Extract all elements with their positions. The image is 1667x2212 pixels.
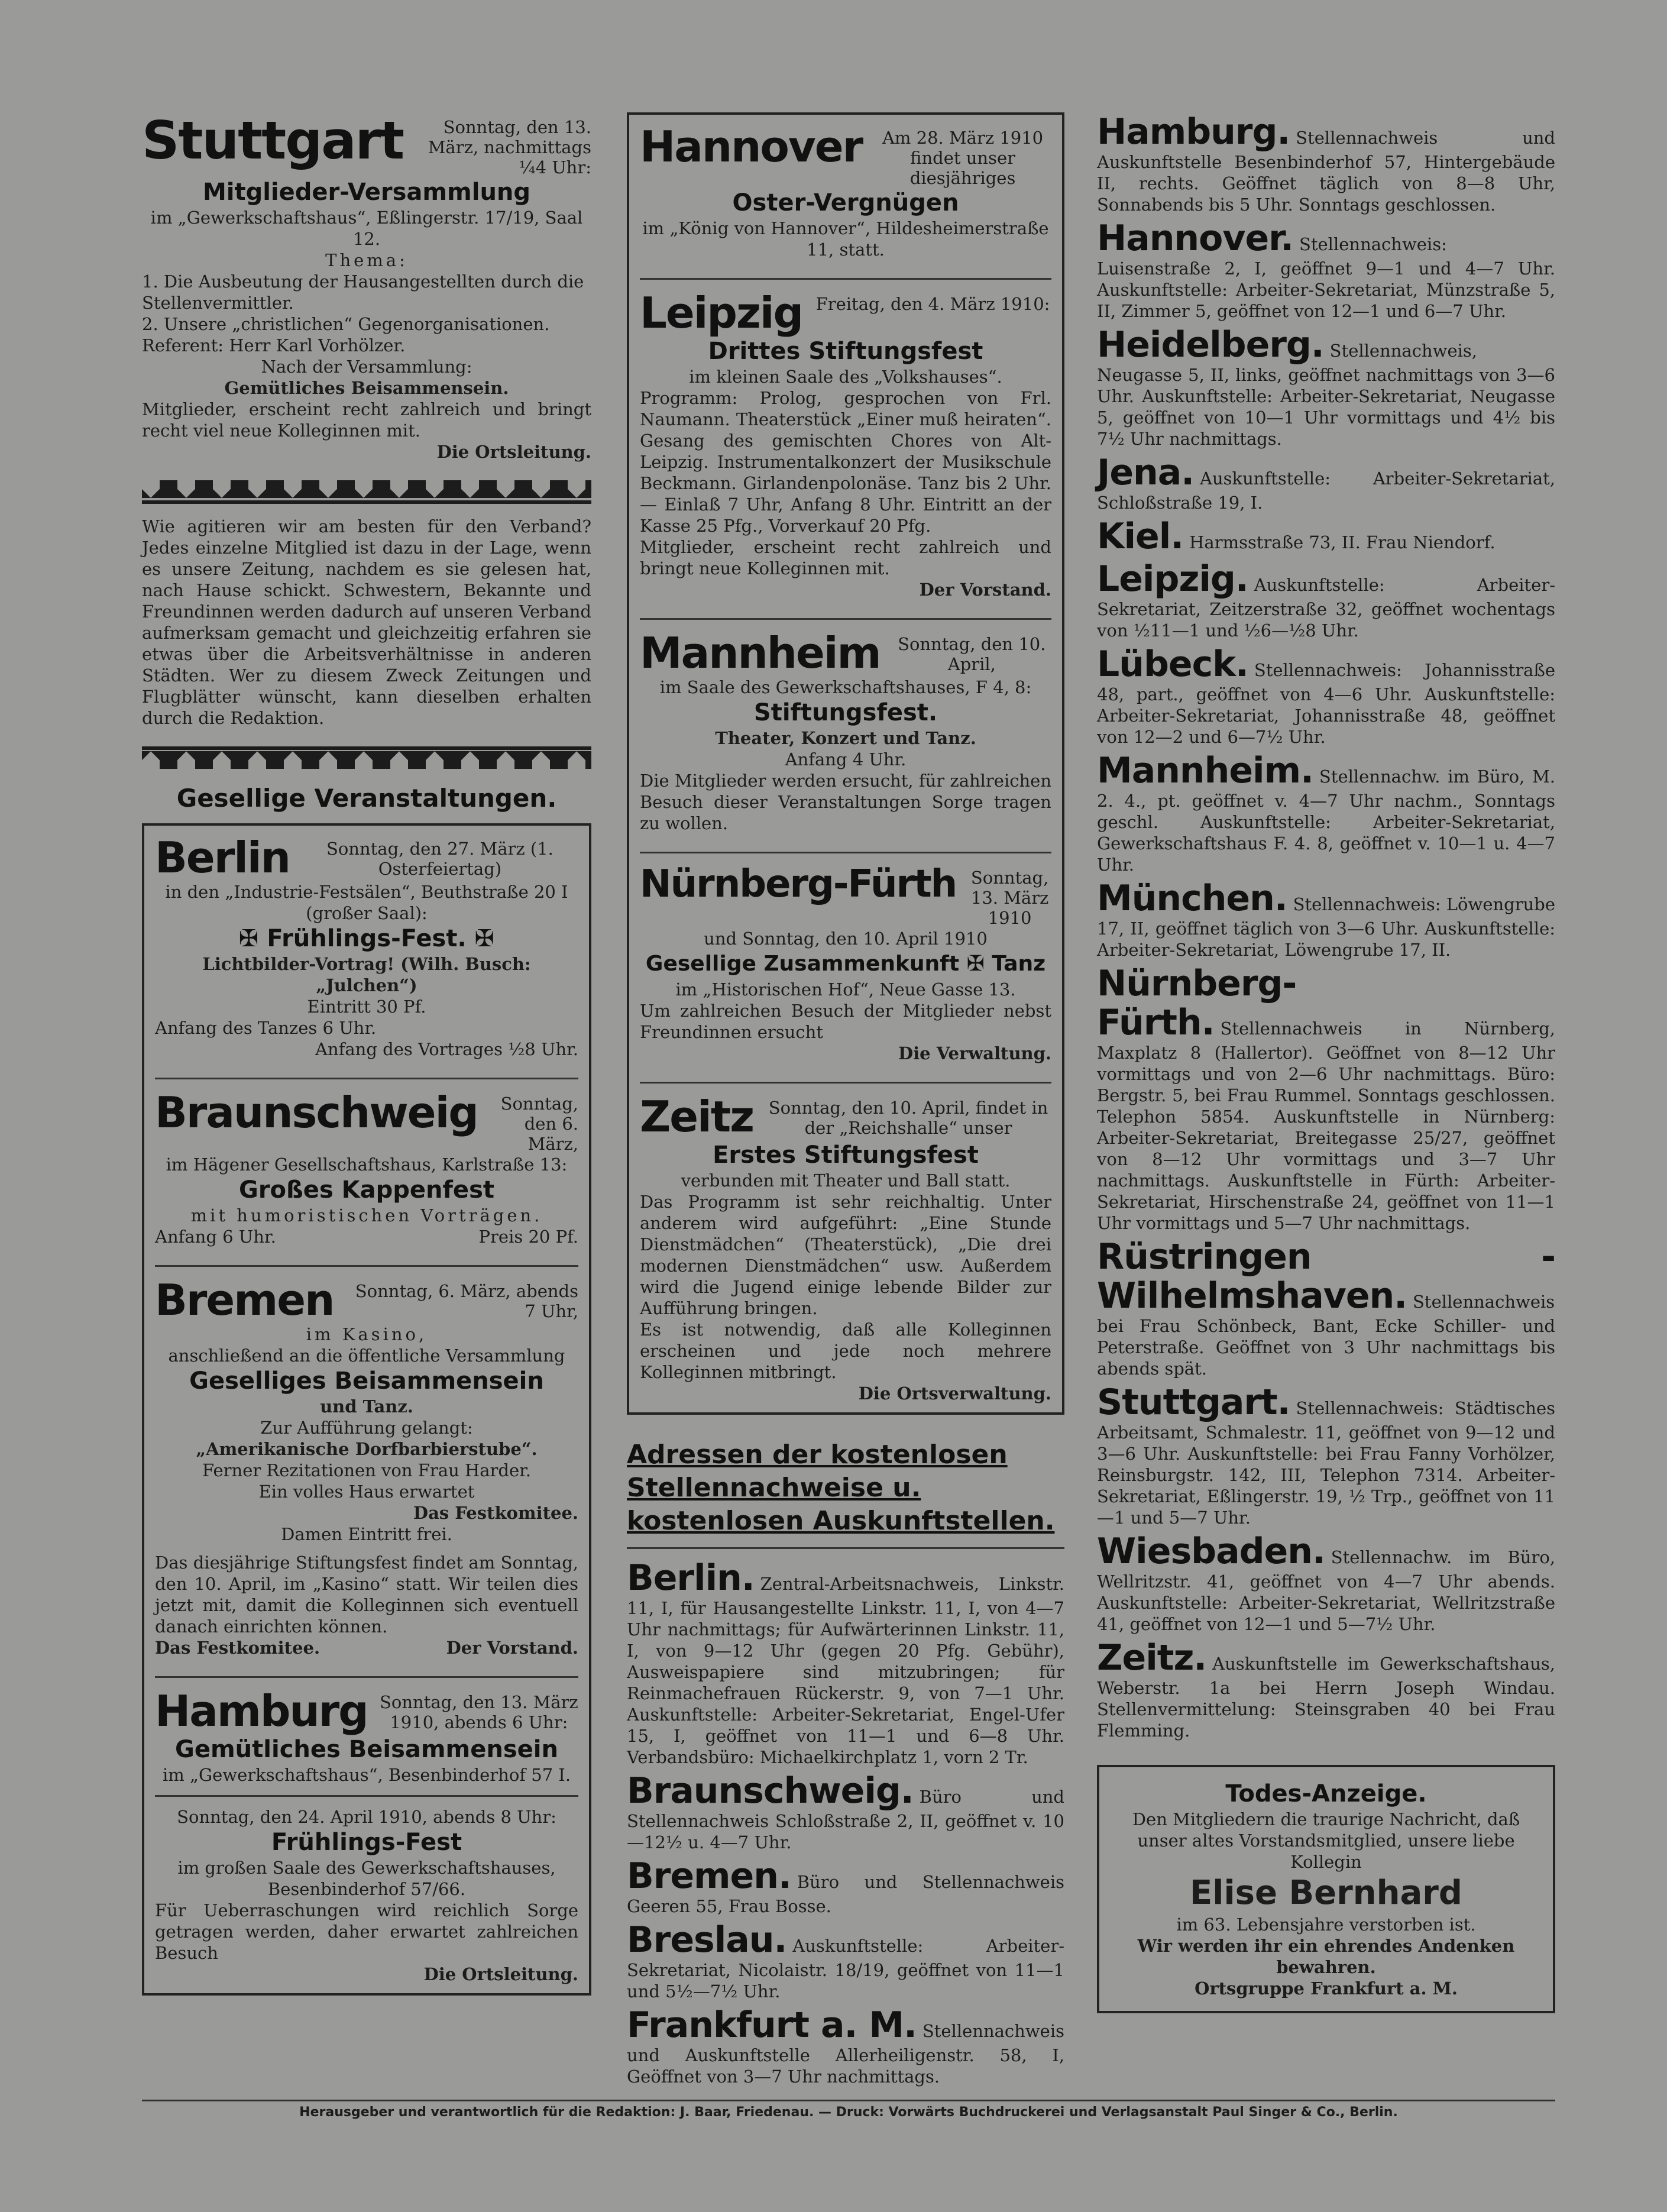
address-entry <box>1097 751 1555 875</box>
imprint-footer: Herausgeber und verantwortlich für die Redaktion: J. Baar, Friedenau. — Druck: Vorwärts Buchdruckerei und Verlagsanstalt Paul Singer & Co., Berlin. <box>142 2100 1555 2122</box>
event-detail: Anfang 4 Uhr. <box>785 749 907 769</box>
venue: im kleinen Saale des „Volkshauses“. <box>689 367 1002 387</box>
venue: im „Gewerkschaftshaus“, Besenbinderhof 57 I. <box>162 1765 571 1785</box>
event-detail: Theater, Konzert und Tanz. <box>715 728 976 748</box>
event-title: Drittes Stiftungsfest <box>708 338 983 365</box>
notice-nuernberg <box>640 863 1051 1064</box>
notice-hannover <box>640 123 1051 260</box>
topic-label: Thema: <box>325 250 408 270</box>
address-entry <box>1097 453 1555 513</box>
death-notice-memory: Wir werden ihr ein ehrendes Andenken bewahren. <box>1137 1936 1515 1977</box>
venue: im Kasino, <box>306 1324 428 1344</box>
divider <box>640 618 1051 620</box>
appeal: Es ist notwendig, daß alle Kolleginnen erscheinen und jede noch mehrere Kolleginnen mitbringt. <box>640 1320 1051 1382</box>
event-title: Geselliges Beisammensein <box>189 1367 544 1395</box>
event-detail: Zur Aufführung gelangt: <box>260 1418 473 1438</box>
entry-city: Hamburg. <box>1097 111 1290 153</box>
event-date: Sonntag, den 27. März (1. Osterfeiertag) <box>326 839 553 879</box>
entry-text: Stellennachweis in Nürnberg, Maxplatz 8 (Hallertor). Geöffnet von 8—12 Uhr vormittags und von 2—6 Uhr nachmittags. Büro: Bergstr. 5, bei Frau Rummel. Sonntags geschlossen. Telephon 5854. Auskunftstelle in Nürnberg: Arbeiter-Sekretariat, Breitegasse 25/27, geöffnet von 8—12 Uhr vormittags und 3—7 Uhr nachmittags. Auskunftstelle in Fürth: Arbeiter-Sekretariat, Hirschenstraße 24, geöffnet von 11—1 Uhr vormittags und 5—7 Uhr nachmittags. <box>1097 1018 1555 1233</box>
price: Preis 20 Pf. <box>478 1227 578 1247</box>
entry-city: Braunschweig. <box>627 1770 914 1812</box>
event-title: Frühlings-Fest <box>271 1829 462 1856</box>
program: Programm: Prolog, gesprochen von Frl. Naumann. Theaterstück „Einer muß heiraten“. Gesang des gemischten Chores von Alt-Leipzig. Instrumentalkonzert der Musikschule Beckmann. Girlandenpolonäse. Tanz bis 2 Uhr. — Einlaß 7 Uhr, Anfang 8 Uhr. Eintritt an der Kasse 25 Pfg., Vorverkauf 20 Pfg. <box>640 388 1051 536</box>
address-entry <box>1097 1638 1555 1741</box>
entry-city: Zeitz. <box>1097 1637 1207 1679</box>
entry-text: Auskunftstelle: Arbeiter-Sekretariat, Schloßstraße 19, I. <box>1097 468 1555 513</box>
event-detail: und Sonntag, den 10. April 1910 <box>704 929 988 949</box>
event-detail: Anfang des Vortrages ½8 Uhr. <box>315 1039 578 1059</box>
divider <box>640 852 1051 853</box>
signature: Der Vorstand. <box>446 1638 578 1658</box>
city-heading: Zeitz <box>640 1092 754 1141</box>
address-entry <box>627 1558 1064 1768</box>
signature: Der Vorstand. <box>919 580 1051 600</box>
event-title: ✠ Frühlings-Fest. ✠ <box>238 925 495 952</box>
city-heading: Bremen <box>155 1275 334 1325</box>
entry-city: Lübeck. <box>1097 643 1248 685</box>
entry-text: Stellennachweis: Löwengrube 17, II, geöffnet täglich von 3—6 Uhr. Auskunftstelle: Arbeiter-Sekretariat, Löwengrube 17, II. <box>1097 894 1555 960</box>
address-entry <box>627 1920 1064 2002</box>
topic-item: 1. Die Ausbeutung der Hausangestellten durch die Stellenvermittler. <box>142 271 584 313</box>
event-title: Gemütliches Beisammensein <box>175 1736 558 1763</box>
entry-city: Bremen. <box>627 1855 791 1897</box>
address-entry <box>1097 1237 1555 1379</box>
divider <box>640 1082 1051 1084</box>
entry-text: Auskunftstelle im Gewerkschaftshaus, Weberstr. 1a bei Herrn Joseph Windau. Stellenvermittelung: Steinsgraben 40 bei Frau Flemming. <box>1097 1654 1555 1741</box>
notice-hamburg <box>155 1687 578 1985</box>
address-entry <box>1097 1383 1555 1528</box>
entry-city: Heidelberg. <box>1097 324 1324 366</box>
entry-text: Stellennachw. im Büro, M. 2. 4., pt. geöffnet v. 4—7 Uhr nachm., Sonntags geschl. Auskunftstelle: Arbeiter-Sekretariat, Gewerkschaftshaus F. 4. 8, geöffnet v. 10—1 u. 4—7 Uhr. <box>1097 767 1555 875</box>
divider <box>155 1265 578 1267</box>
entry-text: Stellennachw. im Büro, Wellritzstr. 41, geöffnet von 4—7 Uhr abends. Auskunftstelle: Arbeiter-Sekretariat, Wellritzstraße 41, geöffnet von 12—1 und 5—7½ Uhr. <box>1097 1547 1555 1634</box>
address-entry <box>1097 1532 1555 1635</box>
address-entry <box>627 1771 1064 1853</box>
entry-city: München. <box>1097 878 1287 919</box>
notice-mannheim <box>640 629 1051 834</box>
event-detail: Ferner Rezitationen von Frau Harder. <box>202 1460 532 1480</box>
section-heading: Adressen der kostenlosen Stellennachweise u. kostenlosen Auskunftstellen. <box>627 1440 1055 1536</box>
event-title: Mitglieder-Versammlung <box>202 179 531 206</box>
signature: Das Festkomitee. <box>155 1638 321 1658</box>
entry-city: Leipzig. <box>1097 558 1248 600</box>
signature: Die Ortsleitung. <box>423 1964 578 1984</box>
closing-text: Für Ueberraschungen wird reichlich Sorge getragen werden, daher erwartet zahlreichen Besuch <box>155 1900 578 1963</box>
event-title: Erstes Stiftungsfest <box>713 1141 979 1169</box>
address-entry <box>1097 879 1555 961</box>
venue: in den „Industrie-Festsälen“, Beuthstraße 20 I (großer Saal): <box>165 882 568 923</box>
ornament-divider <box>142 746 591 770</box>
event-date: Sonntag, den 6. März, <box>500 1094 578 1154</box>
appeal: Die Mitglieder werden ersucht, für zahlreichen Besuch dieser Veranstaltungen Sorge tragen zu wollen. <box>640 771 1051 833</box>
address-entry <box>627 1857 1064 1917</box>
event-date: Am 28. März 1910 findet unser diesjähriges <box>882 128 1044 188</box>
entry-text: Zentral-Arbeitsnachweis, Linkstr. 11, I, für Hausangestellte Linkstr. 11, I, von 4—7 Uhr nachmittags; für Aufwärterinnen Linkstr. 11, I, von 9—12 Uhr (gegen 20 Pfg. Gebühr), Ausweispapiere sind mitzubringen; für Reinmachefrauen Rückerstr. 9, von 7—1 Uhr. Auskunftstelle: Arbeiter-Sekretariat, Engel-Ufer 15, I, geöffnet von 11—1 und 6—8 Uhr. Verbandsbüro: Michaelkirchplatz 1, vorn 2 Tr. <box>627 1574 1064 1767</box>
city-heading: Hannover <box>640 122 863 172</box>
start-time: Anfang 6 Uhr. <box>155 1227 276 1247</box>
divider <box>627 1547 1064 1549</box>
entry-city: Kiel. <box>1097 516 1184 557</box>
notice-leipzig <box>640 289 1051 600</box>
event-title: Gesellige Zusammenkunft ✠ Tanz <box>645 952 1046 976</box>
column-left <box>142 112 591 1996</box>
event-detail: Anfang des Tanzes 6 Uhr. <box>155 1018 377 1038</box>
program: Das Programm ist sehr reichhaltig. Unter anderem wird aufgeführt: „Eine Stunde Dienstmädchen“ (Theaterstück), „Die drei modernen Dienstmädchen“ usw. Außerdem wird die Jugend einige lebende Bilder zur Aufführung bringen. <box>640 1192 1051 1318</box>
venue: im „König von Hannover“, Hildesheimerstraße 11, statt. <box>642 218 1049 260</box>
divider <box>155 1795 578 1797</box>
event-detail: Damen Eintritt frei. <box>281 1524 452 1544</box>
event-date: Sonntag, 13. März 1910 <box>970 868 1049 928</box>
social-note: Gemütliches Beisammensein. <box>224 378 509 398</box>
signature: Die Ortsverwaltung. <box>858 1383 1051 1403</box>
entry-city: Frankfurt a. M. <box>627 2004 917 2046</box>
venue: im Hägener Gesellschaftshaus, Karlstraße 13: <box>166 1154 568 1175</box>
entry-text: Stellennachweis und Auskunftstelle Besenbinderhof 57, Hintergebäude II, rechts. Geöffnet täglich von 8—8 Uhr, Sonnabends bis 5 Uhr. Sonntags geschlossen. <box>1097 128 1555 215</box>
entry-city: Jena. <box>1097 452 1195 493</box>
topic-item: 2. Unsere „christlichen“ Gegenorganisationen. <box>142 314 550 334</box>
address-entry <box>1097 964 1555 1234</box>
events-box <box>627 112 1064 1415</box>
address-entry <box>1097 112 1555 215</box>
city-heading: Hamburg <box>155 1686 368 1736</box>
death-notice-signature: Ortsgruppe Frankfurt a. M. <box>1195 1978 1458 1998</box>
notice-text: Das diesjährige Stiftungsfest findet am Sonntag, den 10. April, im „Kasino“ statt. Wir teilen dies jetzt mit, damit die Kolleginnen sich eventuell danach einrichten können. <box>155 1553 578 1637</box>
notice-berlin <box>155 834 578 1060</box>
address-entry <box>1097 645 1555 748</box>
event-title: Oster-Vergnügen <box>732 189 959 216</box>
death-notice-title: Todes-Anzeige. <box>1225 1780 1427 1807</box>
appeal: Mitglieder, erscheint recht zahlreich und bringt neue Kolleginnen mit. <box>640 537 1051 578</box>
appeal: Um zahlreichen Besuch der Mitglieder nebst Freundinnen ersucht <box>640 1001 1051 1042</box>
event-detail: anschließend an die öffentliche Versammlung <box>168 1346 565 1366</box>
event-detail: Ein volles Haus erwartet <box>258 1482 475 1502</box>
notice-zeitz <box>640 1093 1051 1404</box>
speaker: Referent: Herr Karl Vorhölzer. <box>142 335 406 355</box>
notice-braunschweig <box>155 1089 578 1247</box>
appeal: Mitglieder, erscheint recht zahlreich und bringt recht viel neue Kolleginnen mit. <box>142 399 591 441</box>
city-heading: Mannheim <box>640 628 881 678</box>
entry-text: Stellennachweis: Luisenstraße 2, I, geöffnet 9—1 und 4—7 Uhr. Auskunftstelle: Arbeiter-Sekretariat, Münzstraße 5, II, Zimmer 5, geöffnet von 12—1 und 6—7 Uhr. <box>1097 234 1555 321</box>
death-notice-text: Den Mitgliedern die traurige Nachricht, daß unser altes Vorstandsmitglied, unsere liebe Kollegin <box>1132 1809 1520 1872</box>
event-detail: Eintritt 30 Pf. <box>307 997 426 1017</box>
venue: im großen Saale des Gewerkschaftshauses, Besenbinderhof 57/66. <box>177 1858 556 1899</box>
entry-text: Harmsstraße 73, II. Frau Niendorf. <box>1189 532 1496 552</box>
address-entry <box>1097 219 1555 322</box>
addresses-section <box>627 1438 1064 2087</box>
column-right <box>1097 112 1555 2013</box>
event-date: Sonntag, den 24. April 1910, abends 8 Uhr: <box>177 1807 556 1827</box>
entry-city: Stuttgart. <box>1097 1382 1290 1423</box>
entry-text: Stellennachweis und Auskunftstelle Allerheiligenstr. 58, I, Geöffnet von 3—7 Uhr nachmittags. <box>627 2021 1064 2087</box>
signature: Die Ortsleitung. <box>436 442 591 462</box>
column-middle <box>627 112 1064 2091</box>
address-entry <box>1097 325 1555 449</box>
venue: im „Historischen Hof“, Neue Gasse 13. <box>675 979 1016 1000</box>
notice-bremen <box>155 1276 578 1658</box>
venue: im „Gewerkschaftshaus“, Eßlingerstr. 17/19, Saal 12. <box>150 208 583 249</box>
entry-text: Stellennachweis: Johannisstraße 48, part., geöffnet von 4—6 Uhr. Auskunftstelle: Arbeiter-Sekretariat, Johannisstraße 48, geöffnet von 12—2 und 6—7½ Uhr. <box>1097 660 1555 747</box>
event-detail: Lichtbilder-Vortrag! (Wilh. Busch: „Julchen“) <box>202 954 531 995</box>
section-heading: Gesellige Veranstaltungen. <box>176 784 557 813</box>
event-detail: mit humoristischen Vorträgen. <box>190 1205 543 1225</box>
entry-city: Hannover. <box>1097 218 1293 259</box>
after-note: Nach der Versammlung: <box>261 357 472 377</box>
city-heading: Stuttgart <box>142 110 404 171</box>
entry-text: Stellennachweis bei Frau Schönbeck, Bant, Ecke Schiller- und Peterstraße. Geöffnet von 3 Uhr nachmittags bis abends spät. <box>1097 1292 1555 1379</box>
venue: im Saale des Gewerkschaftshauses, F 4, 8: <box>659 677 1032 697</box>
event-date: Freitag, den 4. März 1910: <box>815 294 1050 314</box>
entry-text: Auskunftstelle: Arbeiter-Sekretariat, Zeitzerstraße 32, geöffnet wochentags von ½11—1 und ½6—½8 Uhr. <box>1097 575 1555 641</box>
signature: Das Festkomitee. <box>413 1503 578 1523</box>
entry-text: Büro und Stellennachweis Schloßstraße 2, II, geöffnet v. 10—12½ u. 4—7 Uhr. <box>627 1787 1064 1852</box>
entry-text: Stellennachweis, Neugasse 5, II, links, geöffnet nachmittags von 3—6 Uhr. Auskunftstelle: Arbeiter-Sekretariat, Neugasse 5, geöffnet von 10—1 Uhr vormittags und 4½ bis 7½ Uhr nachmittags. <box>1097 341 1555 449</box>
death-notice-age: im 63. Lebensjahre verstorben ist. <box>1176 1915 1476 1935</box>
entry-text: Büro und Stellennachweis Geeren 55, Frau Bosse. <box>627 1872 1064 1916</box>
city-heading: Braunschweig <box>155 1088 478 1137</box>
notice-stuttgart <box>142 112 591 463</box>
event-title: Großes Kappenfest <box>239 1176 494 1204</box>
city-heading: Nürnberg-Fürth <box>640 862 957 906</box>
divider <box>155 1676 578 1678</box>
event-title: Stiftungsfest. <box>753 699 938 726</box>
event-subtitle: und Tanz. <box>320 1396 413 1417</box>
entry-city: Breslau. <box>627 1919 787 1961</box>
event-date: Sonntag, den 13. März, nachmittags ¼4 Uhr: <box>428 117 591 177</box>
entry-text: Auskunftstelle: Arbeiter-Sekretariat, Nicolaistr. 18/19, geöffnet von 11—1 und 5½—7½ Uhr. <box>627 1936 1064 2001</box>
city-heading: Berlin <box>155 833 290 882</box>
entry-text: Stellennachweis: Städtisches Arbeitsamt, Schmalestr. 11, geöffnet von 9—12 und 3—6 Uhr. Auskunftstelle: bei Frau Fanny Vorhölzer, Reinsburgstr. 142, III, Telephon 7314. Arbeiter-Sekretariat, Eßlingerstr. 19, ½ Trp., geöffnet von 11—1 und 5—7 Uhr. <box>1097 1398 1555 1528</box>
address-entry <box>627 2006 1064 2087</box>
entry-city: Berlin. <box>627 1557 755 1599</box>
entry-city: Nürnberg-Fürth. <box>1097 963 1297 1043</box>
events-box <box>142 823 591 1996</box>
event-date: Sonntag, den 10. April, findet in der „Reichshalle“ unser <box>768 1098 1048 1138</box>
divider <box>155 1078 578 1079</box>
address-entry <box>1097 560 1555 641</box>
divider <box>640 278 1051 280</box>
entry-city: Rüstringen - Wilhelmshaven. <box>1097 1236 1555 1317</box>
event-date: Sonntag, den 10. April, <box>898 634 1046 674</box>
ornament-divider <box>142 480 591 504</box>
entry-city: Wiesbaden. <box>1097 1531 1325 1572</box>
address-entry <box>1097 517 1555 556</box>
agitation-notice: Wie agitieren wir am besten für den Verband? Jedes einzelne Mitglied ist dazu in der Lage, wenn es unsere Zeitung, nachdem es sie gelesen hat, nach Hause schickt. Schwestern, Bekannte und Freundinnen werden dadurch auf unseren Verband aufmerksam gemacht und gleichzeitig erfahren sie etwas über die Arbeitsverhältnisse in anderen Städten. Wer zu diesem Zweck Zeitungen und Flugblätter wünscht, kann dieselben erhalten durch die Redaktion. <box>142 516 591 728</box>
signature: Die Verwaltung. <box>898 1043 1051 1063</box>
event-detail: verbunden mit Theater und Ball statt. <box>681 1170 1011 1191</box>
entry-city: Mannheim. <box>1097 750 1313 791</box>
city-heading: Leipzig <box>640 288 803 338</box>
event-date: Sonntag, den 13. März 1910, abends 6 Uhr: <box>380 1692 578 1732</box>
event-date: Sonntag, 6. März, abends 7 Uhr, <box>355 1281 578 1321</box>
deceased-name: Elise Bernhard <box>1190 1874 1462 1912</box>
death-notice <box>1097 1765 1555 2013</box>
play-title: „Amerikanische Dorfbarbierstube“. <box>196 1439 538 1459</box>
